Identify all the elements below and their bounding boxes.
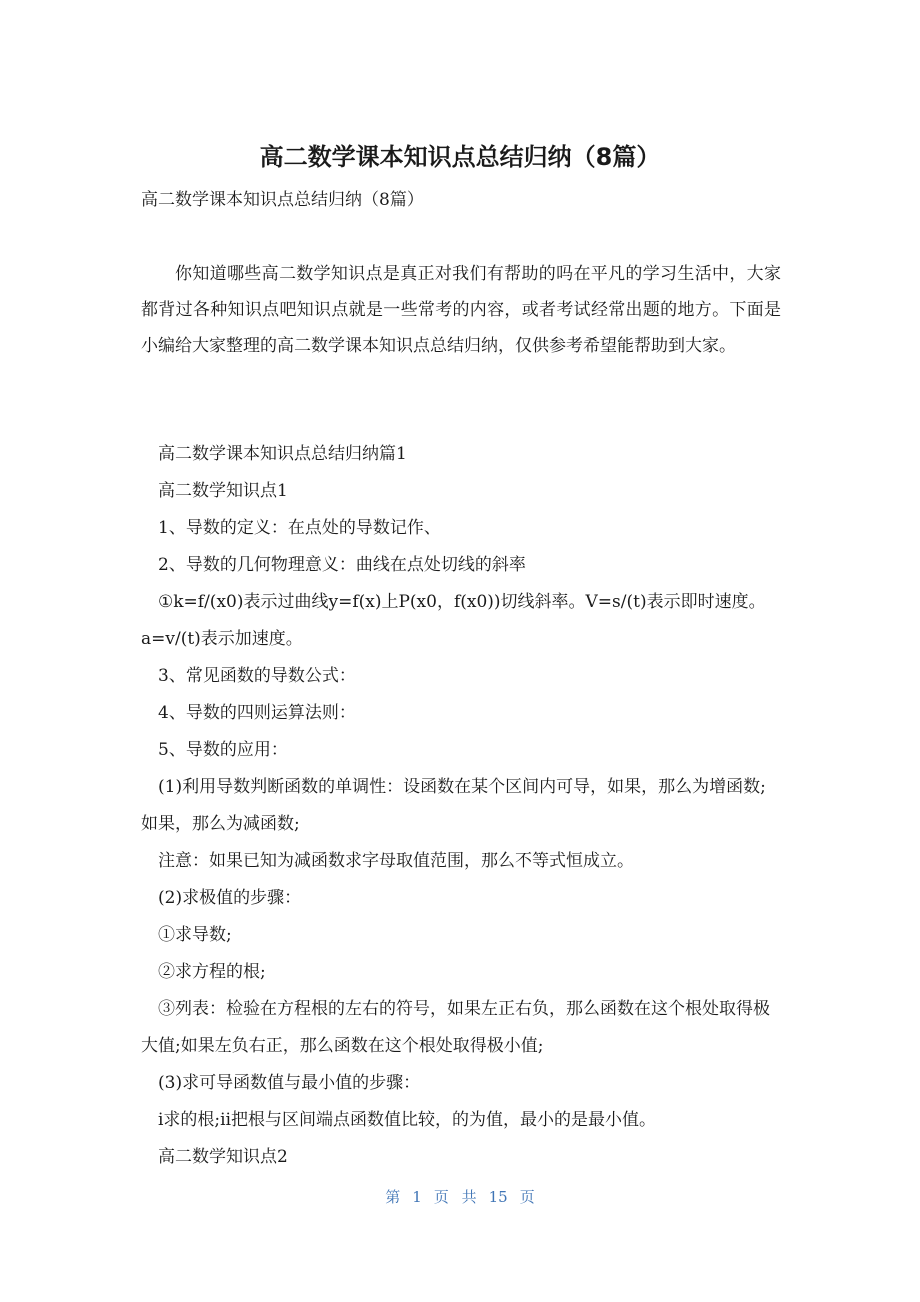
intro-paragraph: 你知道哪些高二数学知识点是真正对我们有帮助的吗在平凡的学习生活中，大家都背过各种知识点吧知识点就是一些常考的内容，或者考试经常出题的地方。下面是小编给大家整理的高二数学课本知识点总结归纳，仅供参考希望能帮助到大家。 — [141, 264, 781, 356]
document-title: 高二数学课本知识点总结归纳（8篇） — [259, 143, 661, 171]
body-paragraph: 注意：如果已知为减函数求字母取值范围，那么不等式恒成立。 — [158, 851, 634, 871]
body-paragraph: ①求导数; — [158, 925, 232, 945]
document-subtitle: 高二数学课本知识点总结归纳（8篇） — [141, 190, 424, 210]
body-paragraph: ①k=f/(x0)表示过曲线y=f(x)上P(x0，f(x0))切线斜率。V=s/(t)表示即时速度。a=v/(t)表示加速度。 — [141, 592, 766, 649]
footer-label-ye-gong: 页 共 — [433, 1188, 477, 1206]
body-paragraph: 5、导数的应用： — [158, 740, 288, 760]
body-paragraph: ⅰ求的根;ⅱ把根与区间端点函数值比较，的为值，最小的是最小值。 — [158, 1110, 657, 1130]
document-body — [141, 436, 781, 1176]
body-paragraph: ②求方程的根; — [158, 962, 266, 982]
body-paragraph: (1)利用导数判断函数的单调性：设函数在某个区间内可导，如果，那么为增函数;如果，那么为减函数; — [141, 777, 766, 834]
page-footer — [0, 1186, 920, 1208]
body-paragraph: (2)求极值的步骤： — [158, 888, 302, 908]
subsection-heading: 高二数学知识点1 — [158, 481, 288, 501]
body-paragraph: 2、导数的几何物理意义：曲线在点处切线的斜率 — [158, 555, 526, 575]
subsection-heading: 高二数学知识点2 — [158, 1147, 288, 1167]
body-paragraph: 4、导数的四则运算法则： — [158, 703, 356, 723]
current-page-number: 1 — [412, 1188, 422, 1206]
body-paragraph: 3、常见函数的导数公式： — [158, 666, 356, 686]
total-page-count: 15 — [488, 1188, 508, 1206]
body-paragraph: ③列表：检验在方程根的左右的符号，如果左正右负，那么函数在这个根处取得极大值;如果左负右正，那么函数在这个根处取得极小值; — [141, 999, 770, 1056]
body-paragraph: 1、导数的定义：在点处的导数记作、 — [158, 518, 441, 538]
section-heading: 高二数学课本知识点总结归纳篇1 — [158, 444, 407, 464]
footer-label-di: 第 — [385, 1188, 401, 1206]
footer-label-ye: 页 — [519, 1188, 535, 1206]
body-paragraph: (3)求可导函数值与最小值的步骤： — [158, 1073, 421, 1093]
